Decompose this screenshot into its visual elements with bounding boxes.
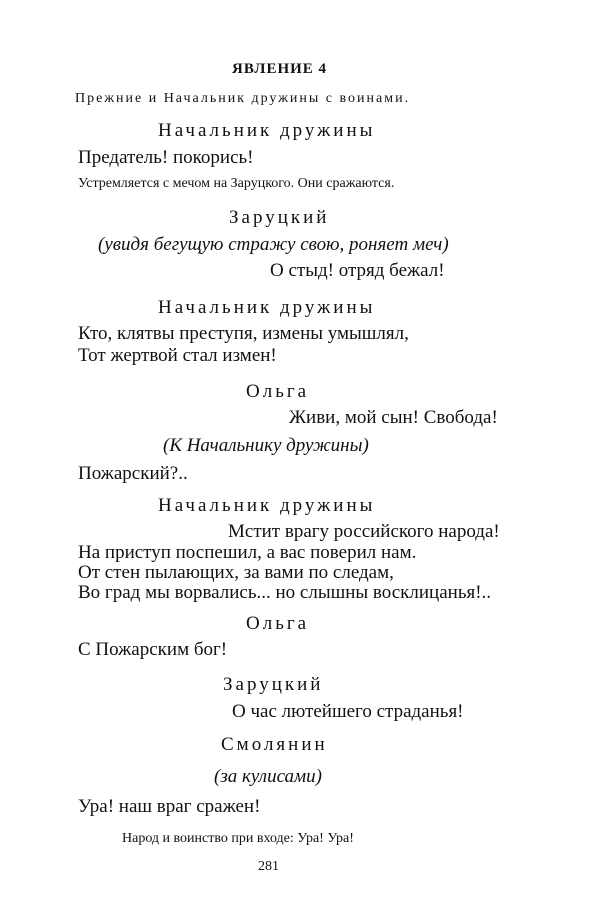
speaker-name: Ольга	[246, 613, 310, 634]
stage-direction: (К Начальнику дружины)	[163, 435, 369, 456]
verse-line: Во град мы ворвались... но слышны восклицанья!..	[78, 582, 492, 603]
verse-line: Живи, мой сын! Свобода!	[289, 407, 498, 428]
speaker-name: Ольга	[246, 381, 310, 402]
verse-line: Предатель! покорись!	[78, 147, 254, 168]
stage-direction: (увидя бегущую стражу свою, роняет меч)	[98, 234, 449, 255]
speaker-name: Заруцкий	[229, 207, 330, 228]
verse-line: На приступ поспешил, а вас поверил нам.	[78, 542, 417, 563]
speaker-name: Смолянин	[221, 734, 328, 755]
verse-line: Пожарский?..	[78, 463, 188, 484]
page-number: 281	[258, 859, 279, 874]
verse-line: От стен пылающих, за вами по следам,	[78, 562, 394, 583]
verse-line: Ура! наш враг сражен!	[78, 796, 261, 817]
scene-heading: ЯВЛЕНИЕ 4	[232, 61, 328, 77]
stage-direction: (за кулисами)	[214, 766, 322, 787]
stage-direction: Устремляется с мечом на Заруцкого. Они сражаются.	[78, 176, 395, 191]
scene-intro-direction: Прежние и Начальник дружины с воинами.	[75, 91, 411, 106]
verse-line: О стыд! отряд бежал!	[270, 260, 445, 281]
verse-line: Мстит врагу российского народа!	[228, 521, 500, 542]
speaker-name: Начальник дружины	[158, 120, 376, 141]
speaker-name: Начальник дружины	[158, 297, 376, 318]
speaker-name: Заруцкий	[223, 674, 324, 695]
verse-line: С Пожарским бог!	[78, 639, 228, 660]
verse-line: Тот жертвой стал измен!	[78, 345, 277, 366]
verse-line: Кто, клятвы преступя, измены умышлял,	[78, 323, 409, 344]
stage-direction: Народ и воинство при входе: Ура! Ура!	[122, 831, 354, 846]
verse-line: О час лютейшего страданья!	[232, 701, 464, 722]
speaker-name: Начальник дружины	[158, 495, 376, 516]
